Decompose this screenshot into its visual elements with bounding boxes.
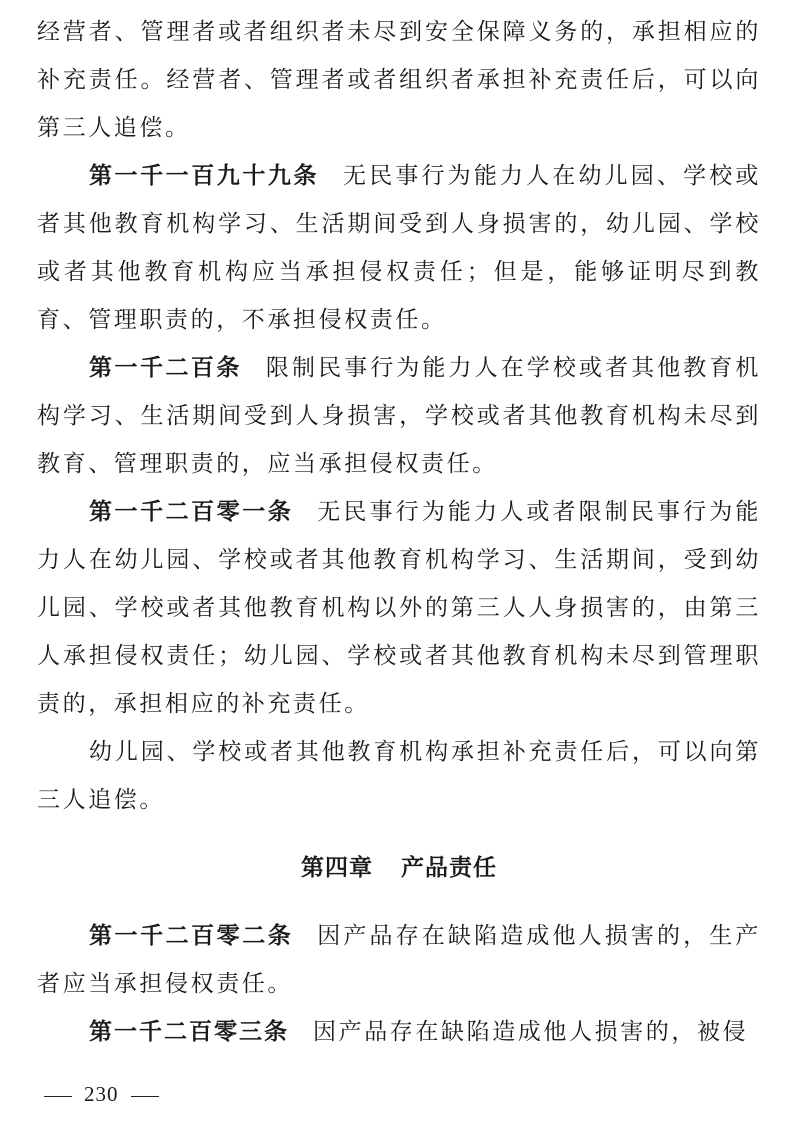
- article-1201-paragraph-2: 幼儿园、学校或者其他教育机构承担补充责任后，可以向第三人追偿。: [37, 739, 761, 813]
- chapter-number: 第四章: [301, 855, 373, 881]
- article-1199: [37, 152, 761, 344]
- article-title: 第一千一百九十九条: [89, 163, 320, 189]
- article-title: 第一千二百零二条: [89, 923, 294, 949]
- article-title: 第一千二百零三条: [89, 1019, 289, 1045]
- footer-dash-right: [131, 1096, 159, 1097]
- footer-dash-left: [44, 1096, 72, 1097]
- article-text: 限制民事行为能力人在学校或者其他教育机构学习、生活期间受到人身损害，学校或者其他教育机构未尽到教育、管理职责的，应当承担侵权责任。: [37, 355, 762, 477]
- article-text: 因产品存在缺陷造成他人损害的，生产者应当承担侵权责任。: [37, 923, 761, 997]
- article-1201: [37, 488, 761, 728]
- chapter-heading: [37, 844, 761, 892]
- chapter-title: 产品责任: [401, 855, 497, 881]
- page-footer: [32, 1082, 171, 1107]
- article-1203: [37, 1008, 761, 1056]
- article-1200: [37, 344, 761, 488]
- article-text: 无民事行为能力人在幼儿园、学校或者其他教育机构学习、生活期间受到人身损害的，幼儿园、学校或者其他教育机构应当承担侵权责任；但是，能够证明尽到教育、管理职责的，不承担侵权责任。: [37, 163, 762, 333]
- article-title: 第一千二百零一条: [89, 499, 294, 525]
- page-number: 230: [84, 1082, 119, 1106]
- article-1202: [37, 912, 761, 1008]
- article-text: 因产品存在缺陷造成他人损害的，被侵: [313, 1019, 749, 1045]
- article-title: 第一千二百条: [89, 355, 242, 381]
- article-text: 无民事行为能力人或者限制民事行为能力人在幼儿园、学校或者其他教育机构学习、生活期间，受到幼儿园、学校或者其他教育机构以外的第三人人身损害的，由第三人承担侵权责任；幼儿园、学校或者其他教育机构未尽到管理职责的，承担相应的补充责任。: [37, 499, 761, 717]
- document-page: [37, 8, 761, 1056]
- paragraph-continued: 经营者、管理者或者组织者未尽到安全保障义务的，承担相应的补充责任。经营者、管理者或者组织者承担补充责任后，可以向第三人追偿。: [37, 19, 761, 141]
